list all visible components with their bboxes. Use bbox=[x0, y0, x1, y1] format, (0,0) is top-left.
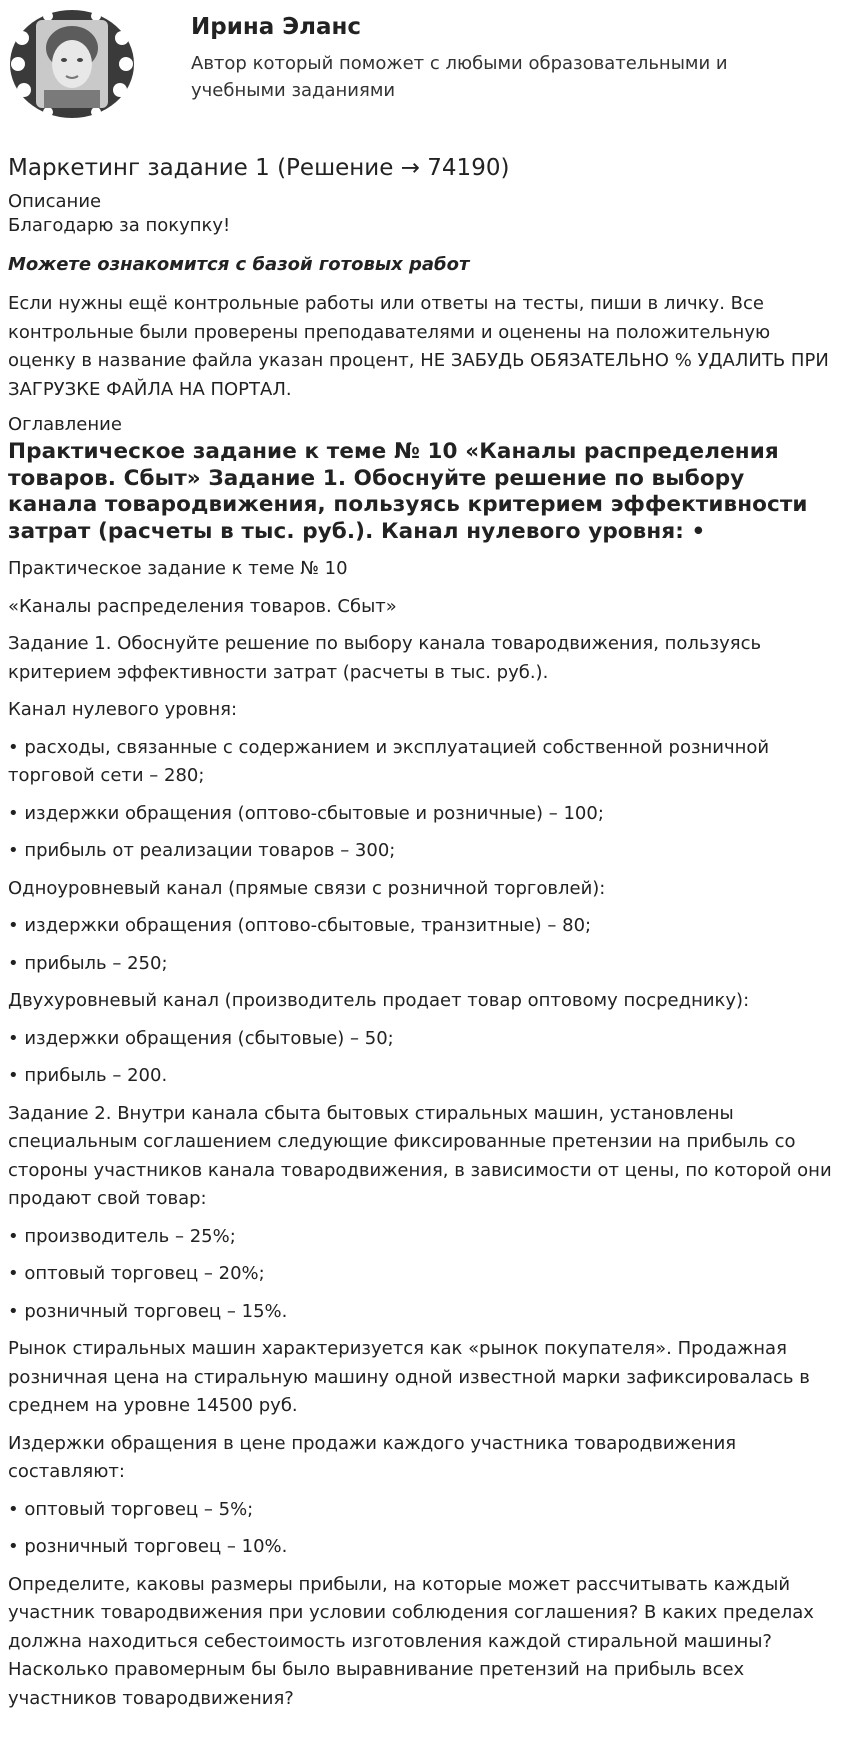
page-title: Маркетинг задание 1 (Решение → 74190) bbox=[8, 155, 510, 181]
list-item: • прибыль – 200. bbox=[8, 1065, 168, 1086]
toc-heading: Практическое задание к теме № 10 «Каналы распределения товаров. Сбыт» Задание 1. Обоснуйте решение по выбору канала товародвижения, пользуясь критерием эффективности затрат (расчеты в тыс. руб.). Канал нулевого уровня: • bbox=[8, 439, 808, 544]
toc-label: Оглавление bbox=[8, 414, 122, 435]
author-info bbox=[191, 8, 791, 104]
list-item: • оптовый торговец – 20%; bbox=[8, 1263, 265, 1284]
list-item: • издержки обращения (сбытовые) – 50; bbox=[8, 1027, 394, 1049]
avatar-frame-icon bbox=[8, 8, 136, 120]
paragraph: Двухуровневый канал (производитель продает товар оптовому посреднику): bbox=[8, 990, 750, 1011]
paragraph: Рынок стиральных машин характеризуется как «рынок покупателя». Продажная розничная цена на стиральную машину одной известной марки зафиксировалась в среднем на уровне 14500 руб. bbox=[8, 1338, 810, 1416]
thanks-text: Благодарю за покупку! bbox=[8, 215, 231, 236]
author-description: Автор который поможет с любыми образовательными и учебными заданиями bbox=[191, 53, 728, 101]
list-item: • розничный торговец – 10%. bbox=[8, 1536, 288, 1557]
paragraph: Издержки обращения в цене продажи каждого участника товародвижения составляют: bbox=[8, 1432, 737, 1482]
description-label: Описание bbox=[8, 191, 102, 212]
intro-text: Если нужны ещё контрольные работы или ответы на тесты, пиши в личку. Все контрольные были проверены преподавателями и оценены на положительную оценку в название файла указан процент, НЕ ЗАБУДЬ ОБЯЗАТЕЛЬНО % УДАЛИТЬ ПРИ ЗАГРУЗКЕ ФАЙЛА НА ПОРТАЛ. bbox=[8, 293, 829, 400]
paragraph: Практическое задание к теме № 10 bbox=[8, 558, 348, 579]
list-item: • производитель – 25%; bbox=[8, 1225, 236, 1247]
paragraph: Одноуровневый канал (прямые связи с розничной торговлей): bbox=[8, 877, 606, 899]
paragraph: Задание 2. Внутри канала сбыта бытовых стиральных машин, установлены специальным соглашением следующие фиксированные претензии на прибыль со стороны участников канала товародвижения, в зависимости от цены, по которой они продают свой товар: bbox=[8, 1102, 832, 1209]
list-item: • прибыль – 250; bbox=[8, 952, 168, 974]
list-item: • расходы, связанные с содержанием и эксплуатацией собственной розничной торговой сети – 280; bbox=[8, 736, 770, 786]
list-item: • оптовый торговец – 5%; bbox=[8, 1498, 254, 1520]
list-item: • розничный торговец – 15%. bbox=[8, 1300, 288, 1322]
list-item: • прибыль от реализации товаров – 300; bbox=[8, 840, 396, 861]
paragraph: «Каналы распределения товаров. Сбыт» bbox=[8, 595, 397, 617]
paragraph: Канал нулевого уровня: bbox=[8, 699, 238, 720]
list-item: • издержки обращения (оптово-сбытовые и розничные) – 100; bbox=[8, 802, 604, 824]
task-body bbox=[8, 555, 839, 1713]
author-header bbox=[8, 8, 839, 138]
works-base-link[interactable]: Можете ознакомится с базой готовых работ bbox=[8, 254, 470, 275]
author-name[interactable]: Ирина Эланс bbox=[191, 14, 362, 40]
author-avatar[interactable] bbox=[8, 8, 148, 128]
list-item: • издержки обращения (оптово-сбытовые, транзитные) – 80; bbox=[8, 915, 592, 936]
paragraph: Задание 1. Обоснуйте решение по выбору канала товародвижения, пользуясь критерием эффективности затрат (расчеты в тыс. руб.). bbox=[8, 633, 762, 683]
paragraph: Определите, каковы размеры прибыли, на которые может рассчитывать каждый участник товародвижения при условии соблюдения соглашения? В каких пределах должна находиться себестоимость изготовления каждой стиральной машины? Насколько правомерным бы было выравнивание претензий на прибыль всех участников товародвижения? bbox=[8, 1573, 814, 1709]
